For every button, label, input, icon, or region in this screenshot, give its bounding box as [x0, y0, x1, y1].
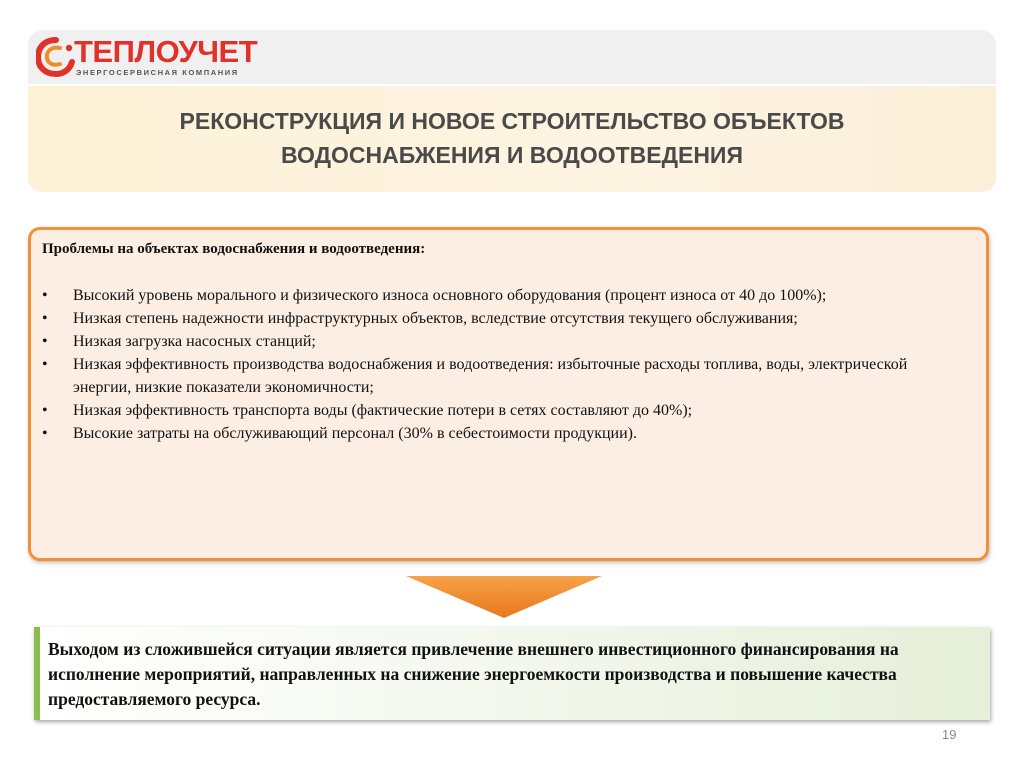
list-item — [42, 307, 962, 330]
bullet-icon: • — [42, 425, 48, 442]
company-logo — [36, 34, 266, 80]
page-title-line-1: РЕКОНСТРУКЦИЯ И НОВОЕ СТРОИТЕЛЬСТВО ОБЪЕКТОВ — [179, 108, 845, 134]
list-item-text: Низкая эффективность производства водоснабжения и водоотведения: избыточные расходы топлива, воды, электрической энергии, низкие показатели экономичности; — [73, 356, 908, 396]
list-item — [42, 399, 962, 422]
swirl-logo-icon — [36, 34, 76, 80]
logo-name: ТЕПЛОУЧЕТ — [74, 34, 258, 69]
bullet-icon: • — [42, 287, 48, 304]
page-title-line-2: ВОДОСНАБЖЕНИЯ И ВОДООТВЕДЕНИЯ — [281, 142, 743, 168]
list-item-text: Низкая эффективность транспорта воды (фактические потери в сетях составляют до 40%); — [73, 402, 693, 419]
page-title — [0, 104, 1024, 172]
list-item — [42, 284, 962, 307]
bullet-icon: • — [42, 356, 48, 373]
problems-heading: Проблемы на объектах водоснабжения и водоотведения: — [42, 241, 426, 257]
list-item — [42, 330, 962, 353]
logo-subtitle: ЭНЕРГОСЕРВИСНАЯ КОМПАНИЯ — [76, 68, 239, 77]
bullet-icon: • — [42, 310, 48, 327]
down-arrow-icon — [406, 576, 602, 618]
list-item-text: Низкая загрузка насосных станций; — [73, 333, 316, 350]
list-item — [42, 422, 962, 445]
bullet-icon: • — [42, 333, 48, 350]
bullet-icon: • — [42, 402, 48, 419]
list-item-text: Низкая степень надежности инфраструктурных объектов, вследствие отсутствия текущего обслуживания; — [73, 310, 798, 327]
list-item-text: Высокие затраты на обслуживающий персонал (30% в себестоимости продукции). — [73, 425, 637, 442]
problems-list — [42, 284, 962, 445]
conclusion-text: Выходом из сложившейся ситуации является привлечение внешнего инвестиционного финансирования на исполнение мероприятий, направленных на снижение энергоемкости производства и повышение качества предоставляемого ресурса. — [48, 639, 899, 709]
page-number: 19 — [942, 727, 957, 742]
list-item-text: Высокий уровень морального и физического износа основного оборудования (процент износа от 40 до 100%); — [73, 287, 827, 304]
list-item — [42, 353, 962, 399]
